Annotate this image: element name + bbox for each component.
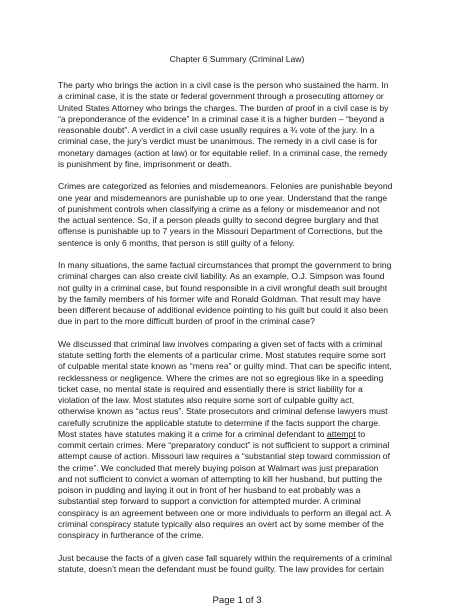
text-line: otherwise known as “actus reus”. State prosecutors and criminal defense lawyers must [58, 406, 388, 417]
page-number: Page 1 of 3 [212, 595, 262, 606]
text-line: is punishment by fine, imprisonment or death. [58, 158, 232, 169]
text-line: commit certain crimes. Mere “preparatory conduct” is not sufficient to support a criminal [58, 440, 390, 450]
text-line: ticket case, no mental state is required and essentially there is strict liability for a [58, 383, 363, 394]
text-line: United States Attorney who brings the charges. The burden of proof in a civil case is by [58, 102, 389, 113]
text-line: monetary damages (action at law) or for equitable relief. In a criminal case, the remedy [58, 147, 388, 158]
text-line: recklessness or negligence. Where the crimes are not so egregious like in a speeding [58, 372, 384, 383]
text-line: due in part to the more difficult burden of proof in the criminal case? [58, 316, 315, 327]
text-line: the actual sentence. So, if a person pleads guilty to second degree burglary and that [58, 215, 379, 225]
text-line: and not sufficient to convict a woman of attempting to kill her husband, but putting the [58, 473, 383, 484]
text-line: criminal case, the jury’s verdict must be unanimous. The remedy in a civil case is for [58, 136, 378, 147]
text-line: violation of the law. Most statutes also require some sort of culpable guilty act, [58, 395, 355, 405]
text-line: of culpable mental state known as “mens rea” or guilty mind. That can be specific intent, [58, 361, 392, 372]
text-line: offense is punishable up to 7 years in the Missouri Department of Corrections, but the [58, 226, 383, 237]
text-line: The party who brings the action in a civil case is the person who sustained the harm. In [58, 80, 389, 90]
text-line: criminal charges can also create civil liability. As an example, O.J. Simpson was found [58, 271, 385, 282]
paragraph-felonies-misdemeanors [58, 181, 426, 249]
text-line: Just because the facts of a given case fall squarely within the requirements of a criminal [58, 552, 392, 563]
underlined-word: attempt [326, 428, 356, 439]
page-title: Chapter 6 Summary (Criminal Law) [169, 54, 305, 64]
paragraph-civil-vs-criminal [58, 80, 426, 170]
text-line: a criminal case, it is the state or federal government through a prosecuting attorney or [58, 91, 384, 102]
text-line: reasonable doubt”. A verdict in a civil case usually requires a ¾ vote of the jury. In a [58, 125, 375, 135]
document-body [58, 80, 426, 586]
text-line: criminal conspiracy statute typically also requires an overt act by some member of the [58, 518, 384, 529]
text-line: one year and misdemeanors are punishable up to one year. Understand that the range [58, 192, 388, 203]
text-line: attempt cause of action. Missouri law requires a “substantial step toward commission of [58, 451, 390, 462]
text-line: In many situations, the same factual circumstances that prompt the government to bring [58, 260, 392, 270]
text-line: statute, doesn’t mean the defendant must be found guilty. The law provides for certain [58, 563, 384, 574]
text-line: of punishment controls when classifying a crime as a felony or misdemeanor and not [58, 203, 380, 214]
text-line: not guilty in a criminal case, but found responsible in a civil wrongful death suit brought [58, 282, 388, 293]
paragraph-civil-liability [58, 260, 426, 328]
paragraph-defenses-intro [58, 553, 426, 576]
text-line: statute setting forth the elements of a particular crime. Most statutes require some sort [58, 350, 386, 360]
text-line: Crimes are categorized as felonies and misdemeanors. Felonies are punishable beyond [58, 181, 393, 192]
text-line: carefully scrutinize the applicable statute to determine if the facts support the charge. [58, 417, 381, 428]
text-line: substantial step forward to support a conviction for attempted murder. A criminal [58, 496, 361, 507]
text-line: the crime”. We concluded that merely buying poison at Walmart was just preparation [58, 462, 379, 473]
paragraph-criminal-statutes [58, 339, 426, 542]
text-line: sentence is only 6 months, that person is still guilty of a felony. [58, 237, 295, 248]
text-line: poison in pudding and laying it out in front of her husband to eat probably was a [58, 485, 361, 495]
text-line: conspiracy is an agreement between one or more individuals to perform an illegal act. A [58, 507, 391, 518]
text-line: Most states have statutes making it a crime for a criminal defendant to attempt to [58, 428, 366, 439]
text-line: by the family members of his former wife and Ronald Goldman. That result may have [58, 293, 381, 304]
text-line: conspiracy in furtherance of the crime. [58, 530, 204, 540]
text-line: been different because of additional evidence pointing to his guilt but could it also been [58, 305, 388, 315]
text-line: “a preponderance of the evidence” In a criminal case it is a higher burden – “beyond a [58, 113, 385, 124]
text-line: We discussed that criminal law involves comparing a given set of facts with a criminal [58, 338, 383, 349]
